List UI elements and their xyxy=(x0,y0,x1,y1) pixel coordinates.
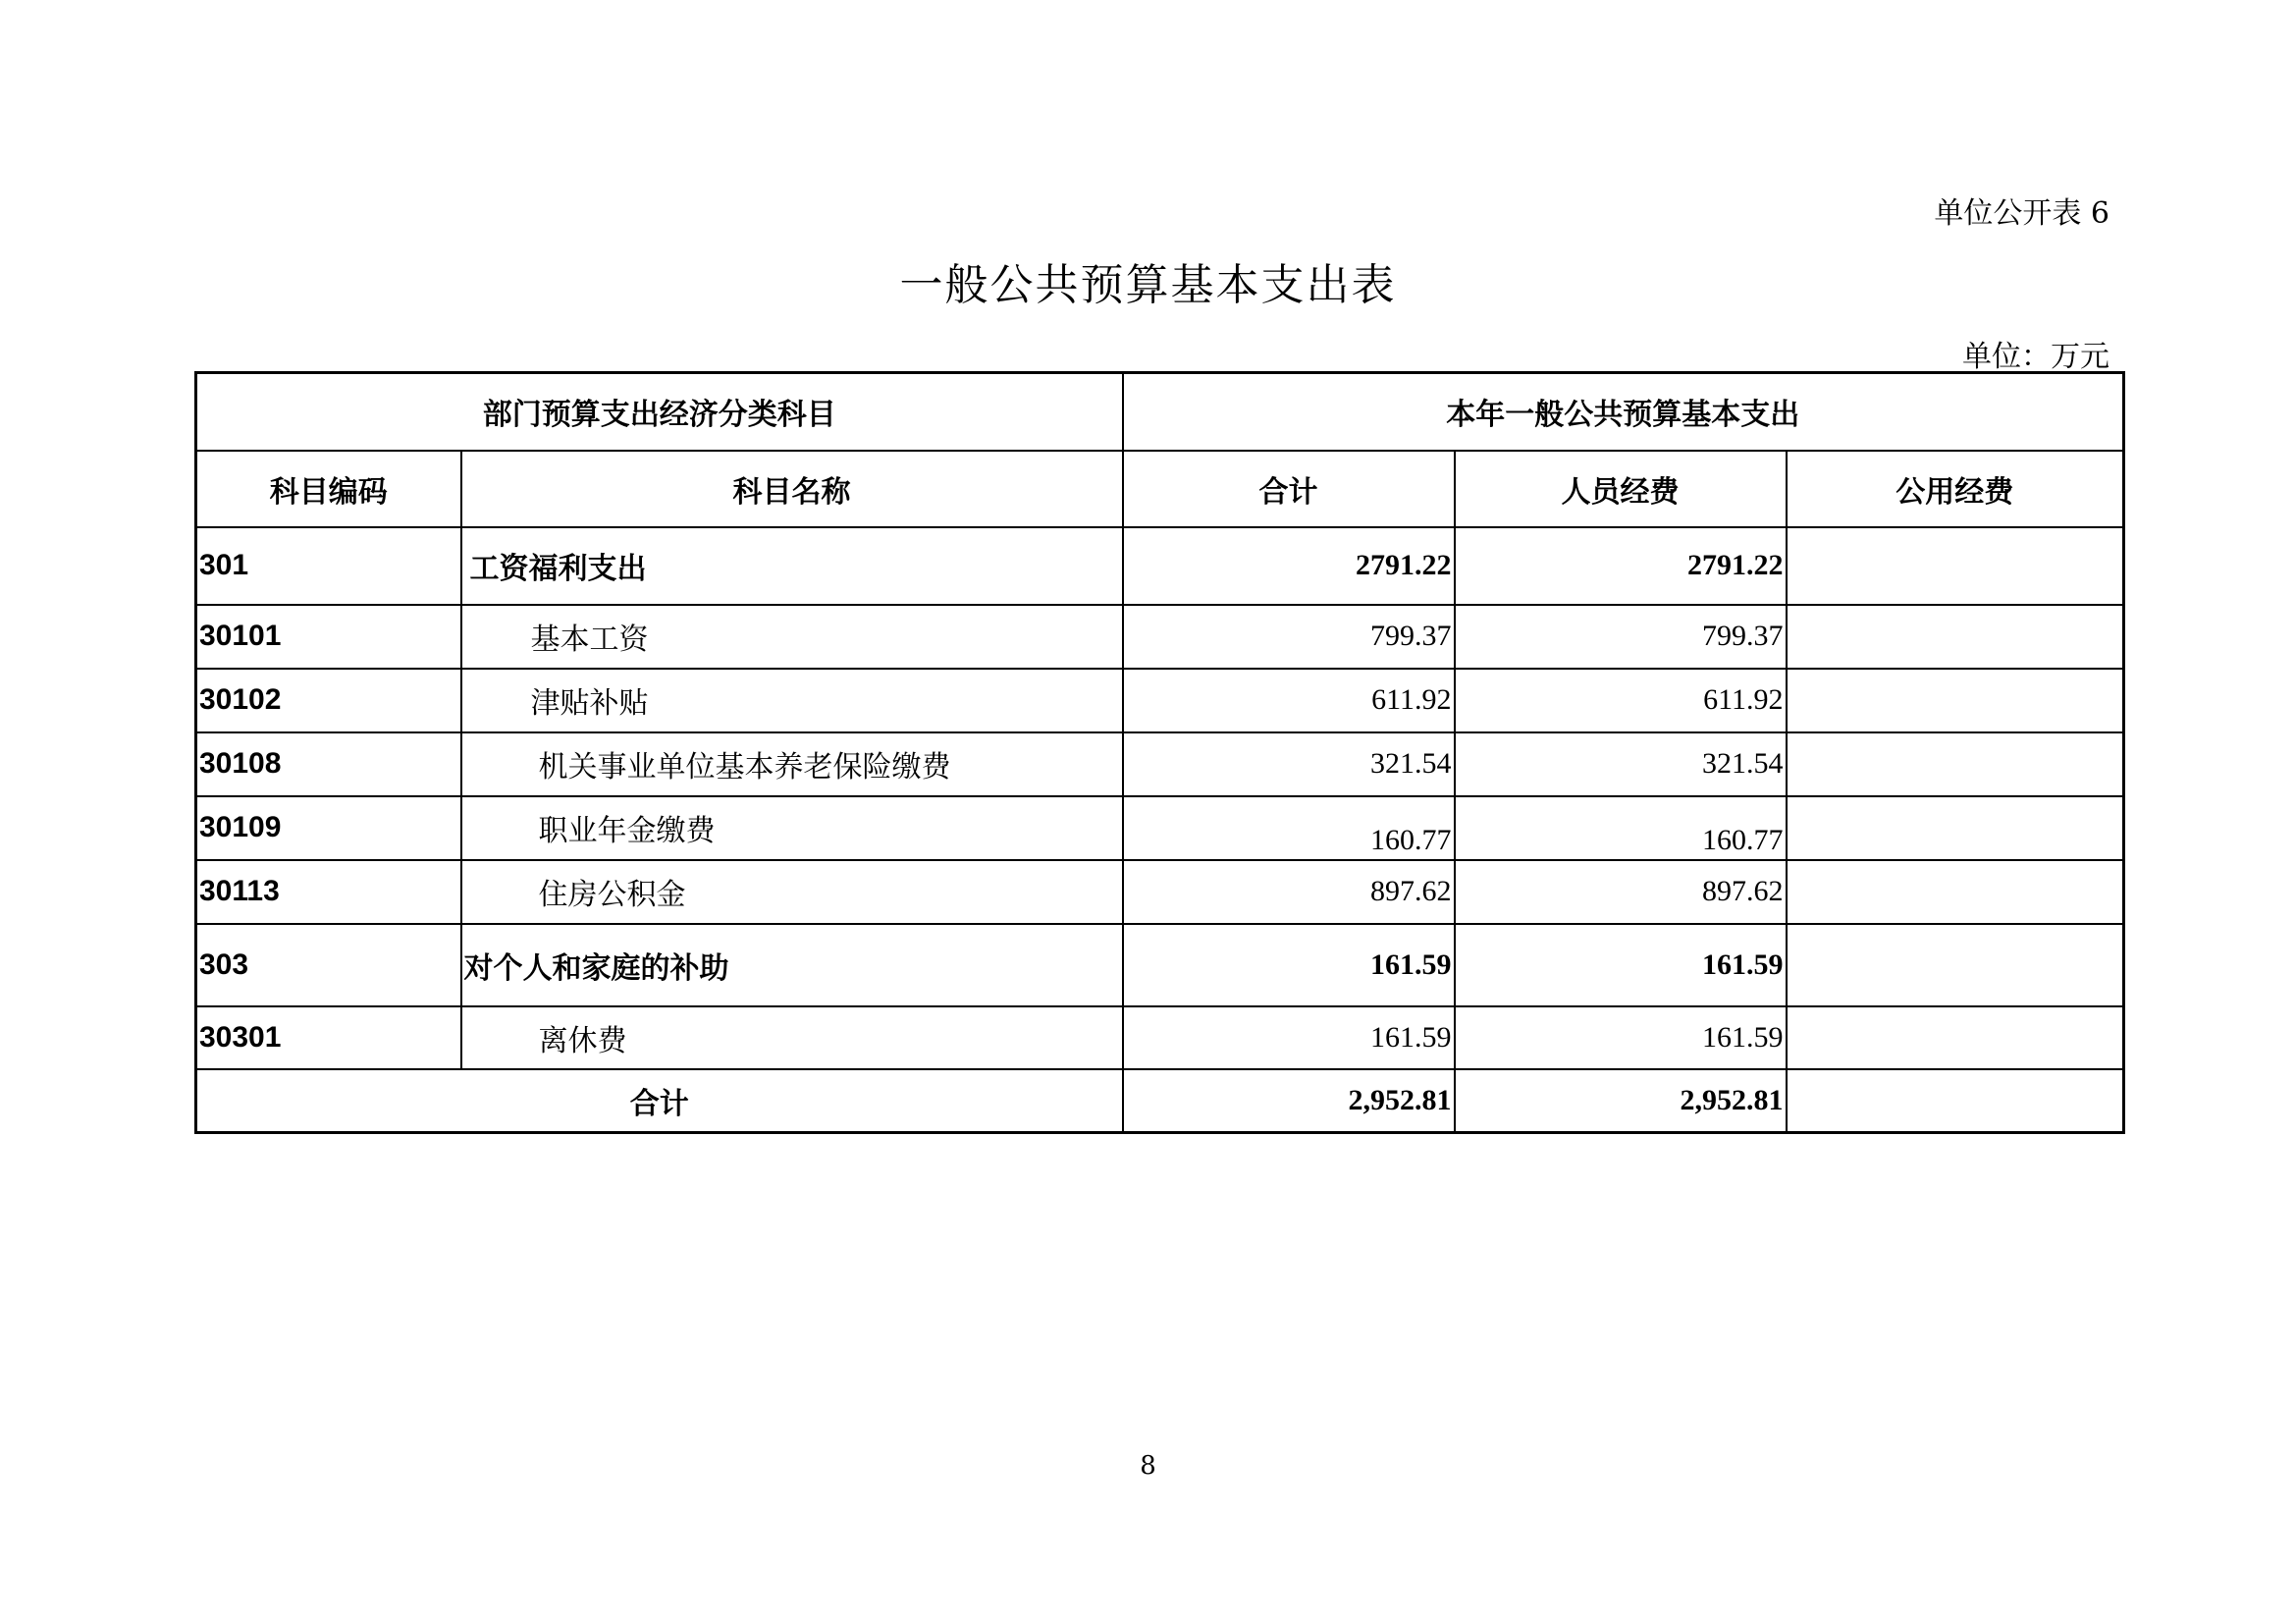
row-total: 161.59 xyxy=(1123,924,1455,1006)
group-header-row xyxy=(196,373,2124,451)
row-public xyxy=(1787,669,2124,732)
row-total: 897.62 xyxy=(1123,860,1455,924)
table-row xyxy=(196,924,2124,1006)
total-row-public xyxy=(1787,1069,2124,1133)
table-row xyxy=(196,796,2124,860)
row-personnel: 321.54 xyxy=(1455,732,1787,796)
row-code: 30109 xyxy=(196,796,461,860)
row-code: 30102 xyxy=(196,669,461,732)
column-header-personnel: 人员经费 xyxy=(1455,451,1787,527)
page-number: 8 xyxy=(1140,1451,1156,1481)
row-personnel: 160.77 xyxy=(1455,796,1787,860)
total-row-personnel: 2,952.81 xyxy=(1455,1069,1787,1133)
budget-table xyxy=(194,371,2125,1134)
row-name: 工资福利支出 xyxy=(461,527,1123,605)
row-name: 基本工资 xyxy=(461,605,1123,669)
row-public xyxy=(1787,732,2124,796)
row-name: 对个人和家庭的补助 xyxy=(461,924,1123,1006)
total-row-label: 合计 xyxy=(196,1069,1123,1133)
row-total: 160.77 xyxy=(1123,796,1455,860)
row-total: 321.54 xyxy=(1123,732,1455,796)
group-header-expenditure: 本年一般公共预算基本支出 xyxy=(1123,373,2124,451)
table-row xyxy=(196,732,2124,796)
row-personnel: 2791.22 xyxy=(1455,527,1787,605)
table-row xyxy=(196,669,2124,732)
row-public xyxy=(1787,860,2124,924)
unit-label: 单位：万元 xyxy=(1962,340,2109,374)
row-personnel: 799.37 xyxy=(1455,605,1787,669)
row-code: 30108 xyxy=(196,732,461,796)
row-personnel: 897.62 xyxy=(1455,860,1787,924)
row-total: 799.37 xyxy=(1123,605,1455,669)
group-header-classification: 部门预算支出经济分类科目 xyxy=(196,373,1123,451)
row-name: 离休费 xyxy=(461,1006,1123,1069)
column-header-total: 合计 xyxy=(1123,451,1455,527)
row-public xyxy=(1787,527,2124,605)
column-header-row xyxy=(196,451,2124,527)
total-row xyxy=(196,1069,2124,1133)
row-name: 住房公积金 xyxy=(461,860,1123,924)
row-personnel: 161.59 xyxy=(1455,1006,1787,1069)
row-name: 津贴补贴 xyxy=(461,669,1123,732)
form-number: 单位公开表 6 xyxy=(1934,196,2109,231)
row-personnel: 611.92 xyxy=(1455,669,1787,732)
row-name: 机关事业单位基本养老保险缴费 xyxy=(461,732,1123,796)
table-row xyxy=(196,605,2124,669)
row-total: 2791.22 xyxy=(1123,527,1455,605)
table-row xyxy=(196,1006,2124,1069)
column-header-code: 科目编码 xyxy=(196,451,461,527)
row-name: 职业年金缴费 xyxy=(461,796,1123,860)
row-personnel: 161.59 xyxy=(1455,924,1787,1006)
row-code: 303 xyxy=(196,924,461,1006)
table-row xyxy=(196,527,2124,605)
row-code: 30301 xyxy=(196,1006,461,1069)
row-total: 161.59 xyxy=(1123,1006,1455,1069)
column-header-name: 科目名称 xyxy=(461,451,1123,527)
table-row xyxy=(196,860,2124,924)
row-code: 30101 xyxy=(196,605,461,669)
row-public xyxy=(1787,605,2124,669)
total-row-total: 2,952.81 xyxy=(1123,1069,1455,1133)
row-public xyxy=(1787,796,2124,860)
page-title: 一般公共预算基本支出表 xyxy=(899,260,1397,310)
column-header-public: 公用经费 xyxy=(1787,451,2124,527)
row-public xyxy=(1787,1006,2124,1069)
row-code: 301 xyxy=(196,527,461,605)
row-code: 30113 xyxy=(196,860,461,924)
row-public xyxy=(1787,924,2124,1006)
row-total: 611.92 xyxy=(1123,669,1455,732)
